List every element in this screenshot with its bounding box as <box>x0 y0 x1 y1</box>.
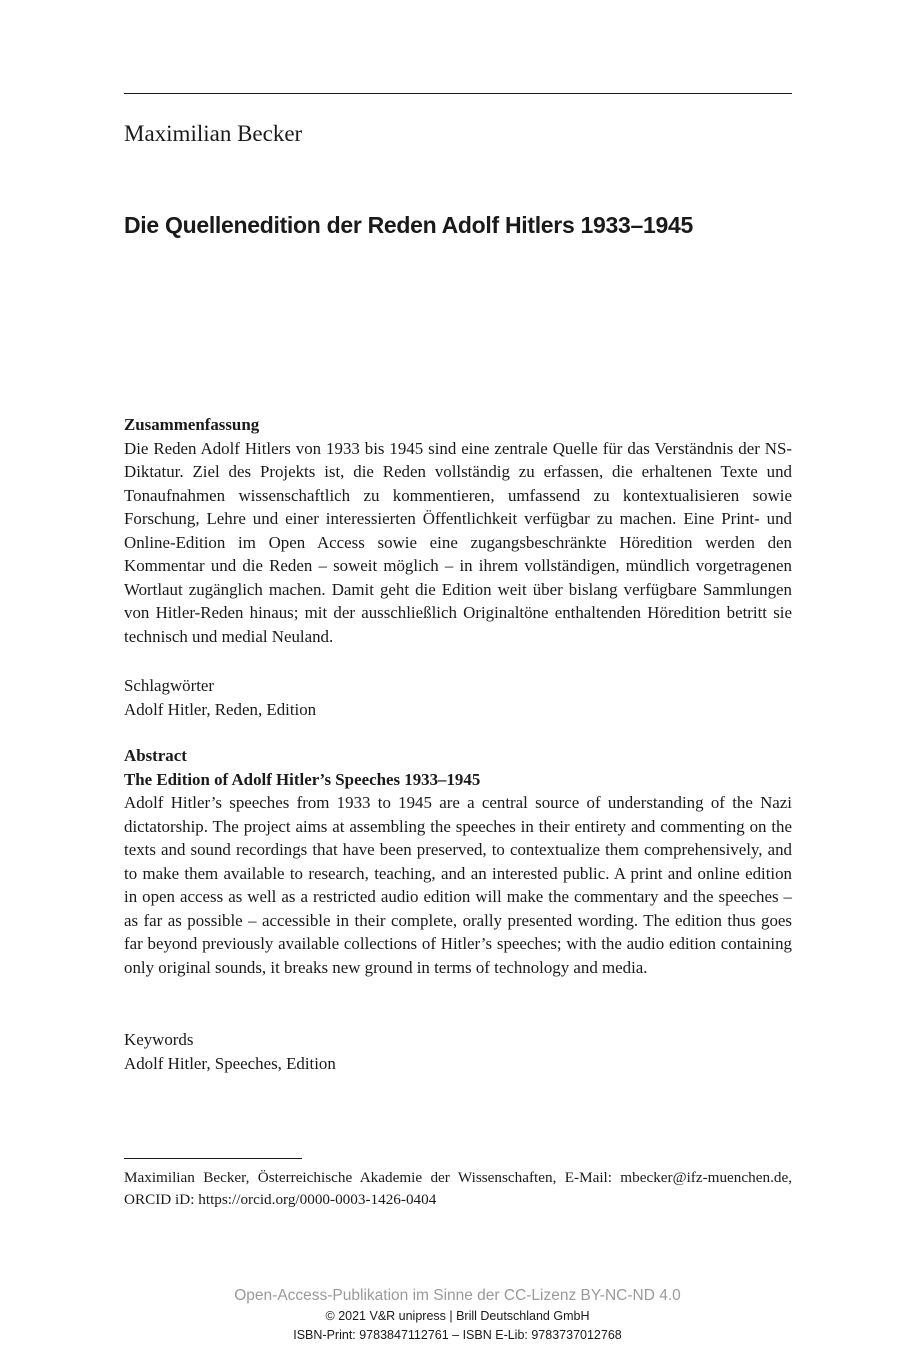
article-title: Die Quellenedition der Reden Adolf Hitlers 1933–1945 <box>124 212 693 238</box>
author-name: Maximilian Becker <box>124 121 303 146</box>
english-abstract-text: Adolf Hitler’s speeches from 1933 to 1945 are a central source of understanding of the Nazi dictatorship. The project aims at assembling the speeches in their entirety and commenting on the texts and sound recordings that have been preserved, to contextualize them comprehensively, and to make them available to research, teaching, and an interested public. A print and online edition in open access as well as a restricted audio edition will make the commentary and the speeches – as far as possible – accessible in their complete, orally presented wording. The edition thus goes far beyond previously available collections of Hitler’s speeches; with the audio edition containing only original sounds, it breaks new ground in terms of technology and media. <box>124 793 792 977</box>
english-abstract-section <box>124 744 792 979</box>
header-rule <box>124 93 792 94</box>
author-footnote: Maximilian Becker, Österreichische Akademie der Wissenschaften, E-Mail: mbecker@ifz-muenchen.de, ORCID iD: https://orcid.org/0000-0003-1426-0404 <box>124 1169 792 1208</box>
footnote-rule <box>124 1158 302 1159</box>
english-keywords-label: Keywords <box>124 1030 194 1049</box>
english-abstract-title: The Edition of Adolf Hitler’s Speeches 1933–1945 <box>124 769 481 789</box>
isbn-notice: ISBN-Print: 9783847112761 – ISBN E-Lib: 9783737012768 <box>293 1328 622 1342</box>
german-summary-section <box>124 413 792 648</box>
english-keywords-value: Adolf Hitler, Speeches, Edition <box>124 1053 336 1073</box>
german-keywords-label: Schlagwörter <box>124 676 215 695</box>
license-notice: Open-Access-Publikation im Sinne der CC-Lizenz BY-NC-ND 4.0 <box>234 1287 681 1304</box>
german-keywords-value: Adolf Hitler, Reden, Edition <box>124 699 317 719</box>
copyright-notice: © 2021 V&R unipress | Brill Deutschland GmbH <box>325 1309 590 1323</box>
german-summary-text: Die Reden Adolf Hitlers von 1933 bis 1945 sind eine zentrale Quelle für das Verständnis der NS-Diktatur. Ziel des Projekts ist, die Reden vollständig zu erfassen, die erhaltenen Texte und Tonaufnahmen wissenschaftlich zu kommentieren, umfassend zu kontextualisieren sowie Forschung, Lehre und einer interessierten Öffentlichkeit verfügbar zu machen. Eine Print- und Online-Edition im Open Access sowie eine zugangsbeschränkte Höredition werden den Kommentar und die Reden – soweit möglich – in ihrem vollständigen, mündlich vorgetragenen Wortlaut zugänglich machen. Damit geht die Edition weit über bislang verfügbare Sammlungen von Hitler-Reden hinaus; mit der ausschließlich Originaltöne enthaltenden Höredition betritt sie technisch und medial Neuland. <box>124 438 792 646</box>
german-keywords-section <box>124 674 792 721</box>
english-keywords-section <box>124 1028 792 1075</box>
english-abstract-heading: Abstract <box>124 746 187 765</box>
german-summary-heading: Zusammenfassung <box>124 415 260 434</box>
